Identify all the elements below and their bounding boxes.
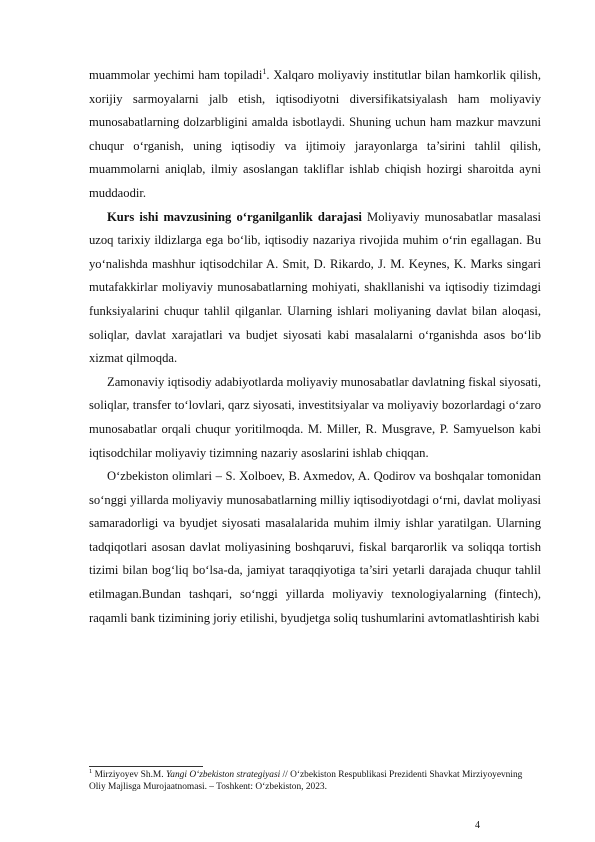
footnote-reference-1[interactable]: 1 — [262, 66, 267, 76]
paragraph-2 — [89, 206, 541, 371]
paragraph-4 — [89, 465, 541, 630]
paragraph-3-text: Zamonaviy iqtisodiy adabiyotlarda moliyaviy munosabatlar davlatning fiskal siyosati, soliqlar, transfer to‘lovlari, qarz siyosati, investitsiyalar va moliyaviy bozorlardagi o‘zaro munosabatlar orqali chuqur yoritilmoqda. M. Miller, R. Musgrave, P. Samyuelson kabi iqtisodchilar moliyaviy tizimning nazariy asoslarini ishlab chiqqan. — [89, 374, 541, 460]
footnote-marker: 1 — [89, 767, 93, 775]
page-number: 4 — [475, 820, 480, 831]
paragraph-2-text: Moliyaviy munosabatlar masalasi uzoq tarixiy ildizlarga ega bo‘lib, iqtisodiy nazariya rivojida muhim o‘rin egallagan. Bu yo‘nalishda mashhur iqtisodchilar A. Smit, D. Rikardo, J. M. Keynes, K. Marks singari mutafakkirlar moliyaviy munosabatlarning mohiyati, shakllanishi va iqtisodiy tizimdagi funksiyalarini chuqur tahlil qilganlar. Ularning ishlari moliyaning davlat bilan aloqasi, soliqlar, davlat xarajatlari va budjet siyosati kabi masalalarni o‘rganishda asos bo‘lib xizmat qilmoqda. — [89, 209, 541, 366]
paragraph-4-text: O‘zbekiston olimlari – S. Xolboev, B. Axmedov, A. Qodirov va boshqalar tomonidan so‘nggi yillarda moliyaviy munosabatlarning milliy iqtisodiyotdagi o‘rni, davlat moliyasi samaradorligi va byudjet siyosati masalalarida muhim ilmiy ishlar yaratilgan. Ularning tadqiqotlari asosan davlat moliyasining boshqaruvi, fiskal barqarorlik va soliqqa tortish tizimi bilan bog‘liq bo‘lsa-da, jamiyat taraqqiyotiga ta’siri yetarli darajada chuqur tahlil etilmagan.Bundan tashqari, so‘nggi yillarda moliyaviy texnologiyalarning (fintech), raqamli bank tizimining joriy etilishi, byudjetga soliq tushumlarini avtomatlashtirish kabi — [89, 469, 541, 625]
footnote-author: Mirziyoyev Sh.M. — [92, 770, 166, 780]
body-text — [89, 64, 541, 630]
paragraph-1 — [89, 64, 541, 206]
paragraph-3 — [89, 371, 541, 465]
footnote-title: Yangi O‘zbekiston strategiyasi — [165, 770, 281, 780]
footnote-separator — [89, 766, 203, 767]
paragraph-1-text-after: . Xalqaro moliyaviy institutlar bilan hamkorlik qilish, xorijiy sarmoyalarni jalb etish, iqtisodiyotni diversifikatsiyalash ham moliyaviy munosabatlarning dolzarbligini amalda isbotlaydi. Shuning uchun ham mazkur mavzuni chuqur o‘rganish, uning iqtisodiy va ijtimoiy jarayonlarga ta’sirini tahlil qilish, muammolarni aniqlab, ilmiy asoslangan takliflar ishlab chiqish hozirgi sharoitda ayni muddaodir. — [89, 68, 541, 200]
footnote-rest: // O‘zbekiston Respublikasi Prezidenti Shavkat Mirziyoyevning Oliy Majlisga Murojaatnomasi. – Toshkent: O‘zbekiston, 2023. — [89, 770, 523, 793]
section-heading-inline: Kurs ishi mavzusining o‘rganilganlik darajasi — [107, 209, 362, 224]
paragraph-1-text: muammolar yechimi ham topiladi — [89, 68, 263, 82]
footnote-1 — [89, 769, 541, 794]
